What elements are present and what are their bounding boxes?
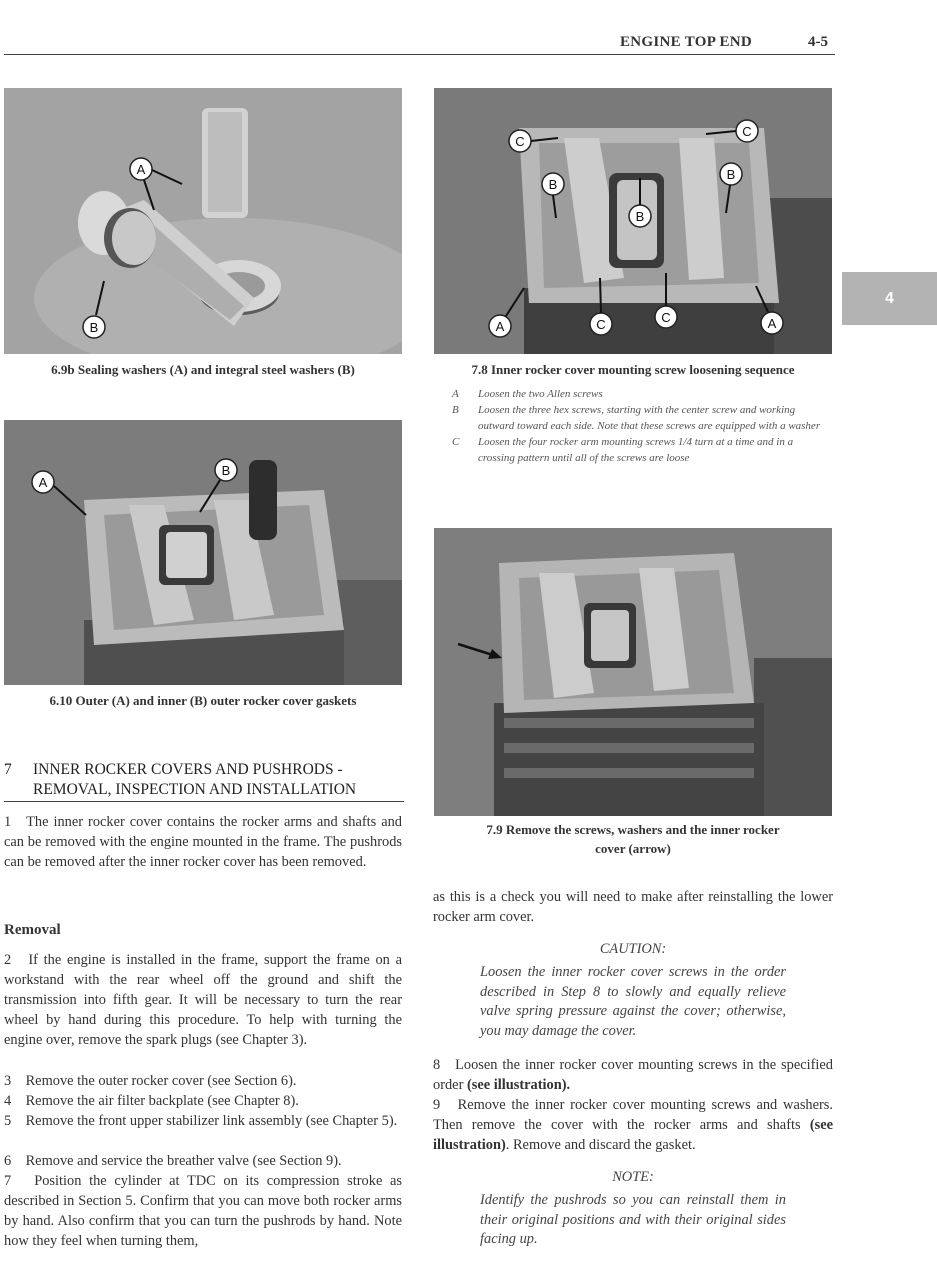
svg-text:B: B: [635, 209, 645, 224]
arrow-7-9: [434, 528, 832, 816]
svg-text:B: B: [221, 463, 231, 478]
removal-heading: Removal: [4, 922, 61, 938]
section-7-heading: 7 INNER ROCKER COVERS AND PUSHRODS - REMOVAL, INSPECTION AND INSTALLATION: [4, 761, 357, 798]
note-title: NOTE:: [612, 1169, 654, 1185]
running-head-title: ENGINE TOP END: [620, 34, 753, 50]
note-body: Identify the pushrods so you can reinstall them in their original positions and with their original sides facing up.: [480, 1192, 786, 1247]
callouts-6-9b: [4, 88, 402, 354]
section-rule: [4, 801, 404, 802]
para-step-6: 6 Remove and service the breather valve (see Section 9).: [4, 1153, 342, 1169]
caption-7-9: 7.9 Remove the screws, washers and the inner rocker cover (arrow): [486, 822, 780, 856]
legend-row-b: B Loosen the three hex screws, starting with the center screw and working outward toward each side. Note that these screws are equipped with a washer: [452, 404, 821, 432]
caption-7-8: 7.8 Inner rocker cover mounting screw loosening sequence: [471, 362, 795, 377]
svg-text:B: B: [548, 177, 558, 192]
chapter-tab: 4: [842, 272, 937, 325]
svg-text:B: B: [726, 167, 736, 182]
para-step-8: 8 Loosen the inner rocker cover mounting screws in the specified order (see illustration).: [433, 1057, 833, 1093]
para-step-7: 7 Position the cylinder at TDC on its compression stroke as described in Section 5. Confirm that you can move both rocker arms by hand. Also confirm that you can turn the pushrods by hand. Note how they feel when turning them,: [4, 1173, 402, 1249]
svg-text:C: C: [742, 124, 752, 139]
legend-7-8: [452, 386, 832, 466]
para-intro: 1 The inner rocker cover contains the rocker arms and shafts and can be removed with the engine mounted in the frame. The pushrods can be removed after the inner rocker cover has been removed.: [4, 814, 402, 870]
callout-a-label: A: [136, 162, 146, 177]
caution-title: CAUTION:: [599, 941, 667, 957]
svg-text:A: A: [495, 319, 505, 334]
para-step-9: 9 Remove the inner rocker cover mounting screws and washers. Then remove the cover with the rocker arms and shafts (see illustration). Remove and discard the gasket.: [433, 1097, 833, 1153]
page-number: 4-5: [808, 34, 828, 50]
legend-row-c: C Loosen the four rocker arm mounting screws 1/4 turn at a time and in a crossing pattern until all of the screws are loose: [452, 436, 794, 464]
callouts-7-8: [434, 88, 832, 354]
svg-text:A: A: [767, 316, 777, 331]
callouts-6-10: [4, 420, 402, 685]
svg-text:A: A: [38, 475, 48, 490]
callout-b-label: B: [89, 320, 99, 335]
caption-6-10: 6.10 Outer (A) and inner (B) outer rocker cover gaskets: [49, 693, 357, 708]
svg-text:C: C: [596, 317, 606, 332]
caption-6-9b: 6.9b Sealing washers (A) and integral steel washers (B): [51, 362, 355, 377]
para-step-5: 5 Remove the front upper stabilizer link assembly (see Chapter 5).: [4, 1113, 398, 1129]
para-step-3: 3 Remove the outer rocker cover (see Section 6).: [4, 1073, 297, 1089]
para-continuation: as this is a check you will need to make after reinstalling the lower rocker arm cover.: [433, 889, 833, 925]
para-step-4: 4 Remove the air filter backplate (see Chapter 8).: [4, 1093, 299, 1109]
caution-body: Loosen the inner rocker cover screws in the order described in Step 8 to slowly and equally relieve valve spring pressure against the cover; otherwise, you may damage the cover.: [480, 964, 786, 1039]
step-9-illustration-ref: (see illustration): [433, 1117, 833, 1153]
header-rule: [4, 54, 835, 55]
svg-text:C: C: [661, 310, 671, 325]
legend-row-a: A Loosen the two Allen screws: [452, 388, 603, 400]
step-8-illustration-ref: (see illustration).: [466, 1077, 571, 1093]
para-step-2: 2 If the engine is installed in the frame, support the frame on a workstand with the rear wheel off the ground and shift the transmission into fifth gear. It will be necessary to turn the rear wheel by hand during this procedure. To help with turning the engine over, remove the spark plugs (see Chapter 3).: [4, 952, 402, 1048]
svg-text:C: C: [515, 134, 525, 149]
